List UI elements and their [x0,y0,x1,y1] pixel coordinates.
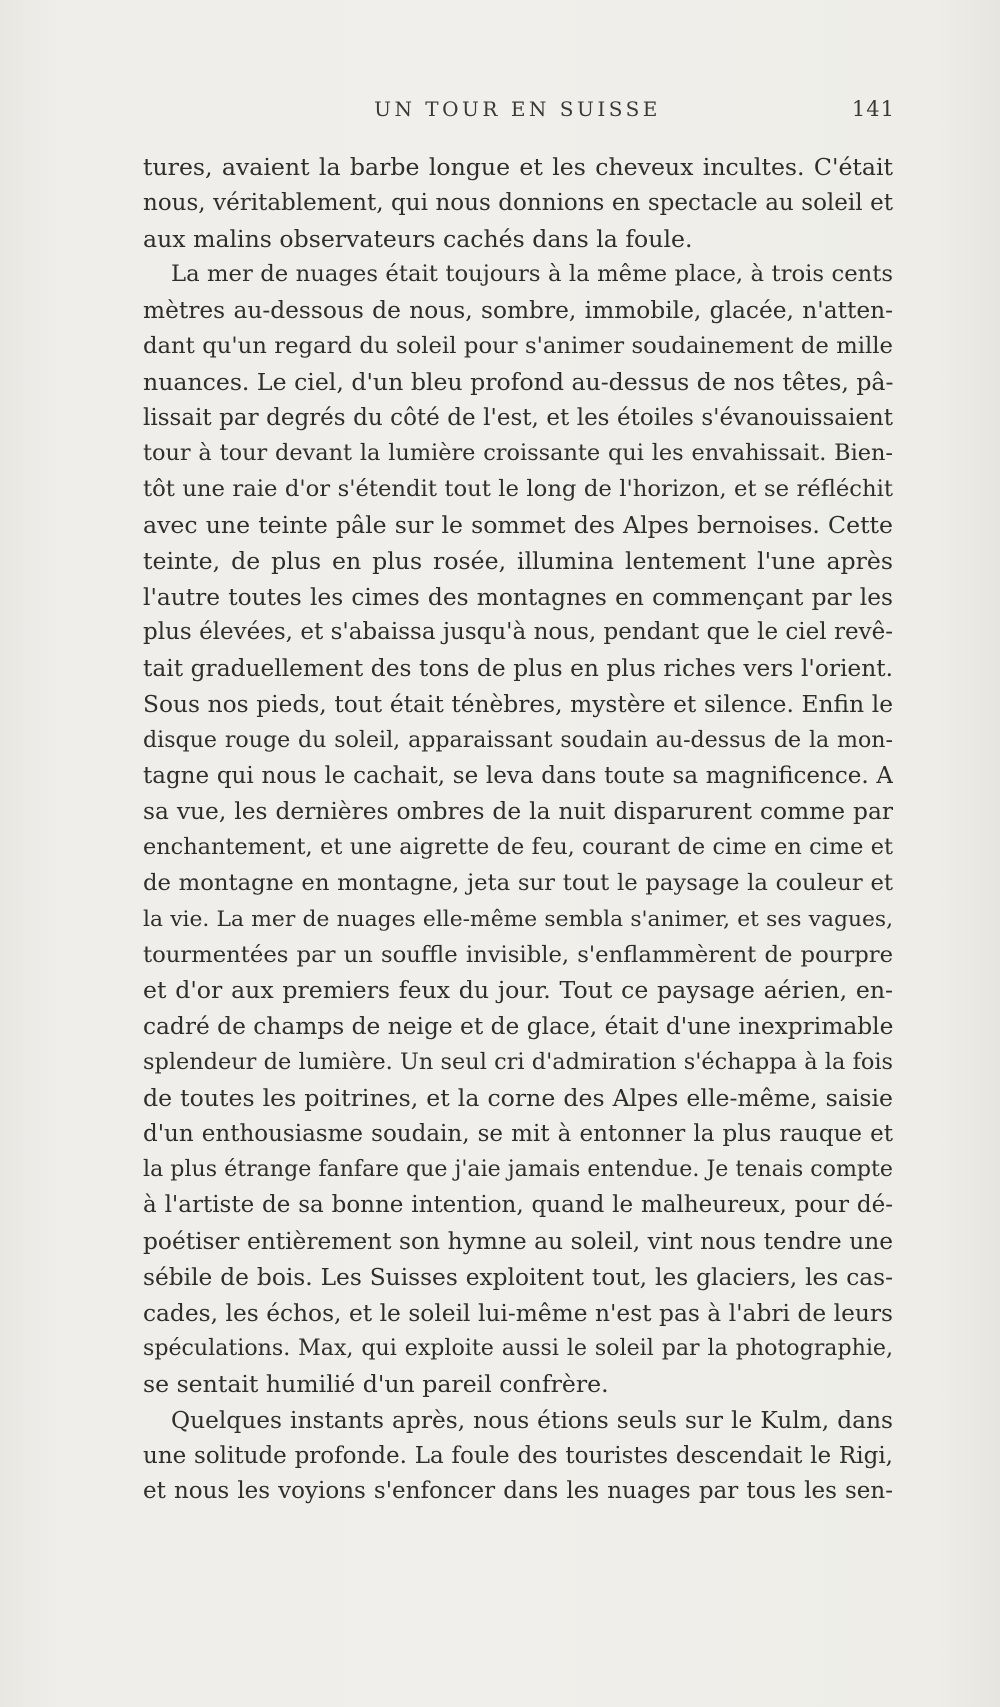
text-line: tour à tour devant la lumière croissante qui les envahissait. Bien- [143,440,893,467]
text-line: de montagne en montagne, jeta sur tout le paysage la couleur et [143,869,893,896]
text-line: cades, les échos, et le soleil lui-même n'est pas à l'abri de leurs [143,1299,893,1327]
text-line: la plus étrange fanfare que j'aie jamais entendue. Je tenais compte [143,1156,893,1183]
text-line: Quelques instants après, nous étions seuls sur le Kulm, dans [171,1406,893,1434]
text-line: enchantement, et une aigrette de feu, courant de cime en cime et [143,834,893,861]
text-line: la vie. La mer de nuages elle-même sembla s'animer, et ses vagues, [143,906,893,932]
running-title: UN TOUR EN SUISSE [374,97,661,121]
text-line: tourmentées par un souffle invisible, s'enflammèrent de pourpre [143,941,893,968]
body-text [143,150,893,1510]
text-line: sébile de bois. Les Suisses exploitent tout, les glaciers, les cas- [143,1263,893,1291]
text-line: tures, avaient la barbe longue et les cheveux incultes. C'était [143,153,893,181]
text-line: d'un enthousiasme soudain, se mit à entonner la plus rauque et [143,1120,893,1147]
text-line: nous, véritablement, qui nous donnions en spectacle au soleil et [143,189,893,216]
text-line: spéculations. Max, qui exploite aussi le soleil par la photographie, [143,1335,893,1362]
text-line: nuances. Le ciel, d'un bleu profond au-dessus de nos têtes, pâ- [143,367,893,396]
text-line: et d'or aux premiers feux du jour. Tout ce paysage aérien, en- [143,976,893,1005]
text-line: et nous les voyions s'enfoncer dans les nuages par tous les sen- [143,1478,893,1505]
text-line: tait graduellement des tons de plus en plus riches vers l'orient. [143,655,893,683]
text-line: cadré de champs de neige et de glace, était d'une inexprimable [143,1013,893,1041]
text-line: lissait par degrés du côté de l'est, et les étoiles s'évanouissaient [143,404,893,431]
text-line: mètres au-dessous de nous, sombre, immobile, glacée, n'atten- [143,297,893,325]
text-line: de toutes les poitrines, et la corne des Alpes elle-même, saisie [143,1083,893,1112]
text-line: splendeur de lumière. Un seul cri d'admiration s'échappa à la fois [143,1048,893,1075]
text-line: se sentait humilié d'un pareil confrère. [143,1370,609,1399]
text-line: avec une teinte pâle sur le sommet des Alpes bernoises. Cette [143,510,893,539]
text-line: Sous nos pieds, tout était ténèbres, mystère et silence. Enfin le [143,690,893,718]
text-line: dant qu'un regard du soleil pour s'animer soudainement de mille [143,332,893,359]
text-line: tôt une raie d'or s'étendit tout le long de l'horizon, et se réfléchit [143,476,893,503]
text-line: l'autre toutes les cimes des montagnes en commençant par les [143,583,893,611]
text-line: poétiser entièrement son hymne au soleil, vint nous tendre une [143,1227,893,1255]
text-line: plus élevées, et s'abaissa jusqu'à nous, pendant que le ciel revê- [143,619,893,646]
text-line: sa vue, les dernières ombres de la nuit disparurent comme par [143,798,893,826]
text-line: à l'artiste de sa bonne intention, quand le malheureux, pour dé- [143,1192,893,1219]
page-header [140,97,895,127]
text-line: teinte, de plus en plus rosée, illumina lentement l'une après [143,546,893,575]
text-line: disque rouge du soleil, apparaissant soudain au-dessus de la mon- [143,726,893,753]
text-line: une solitude profonde. La foule des touristes descendait le Rigi, [143,1442,893,1469]
page-number: 141 [851,97,895,121]
text-line: tagne qui nous le cachait, se leva dans toute sa magnificence. A [143,762,893,789]
text-line: La mer de nuages était toujours à la même place, à trois cents [171,261,893,288]
text-line: aux malins observateurs cachés dans la foule. [143,224,693,253]
